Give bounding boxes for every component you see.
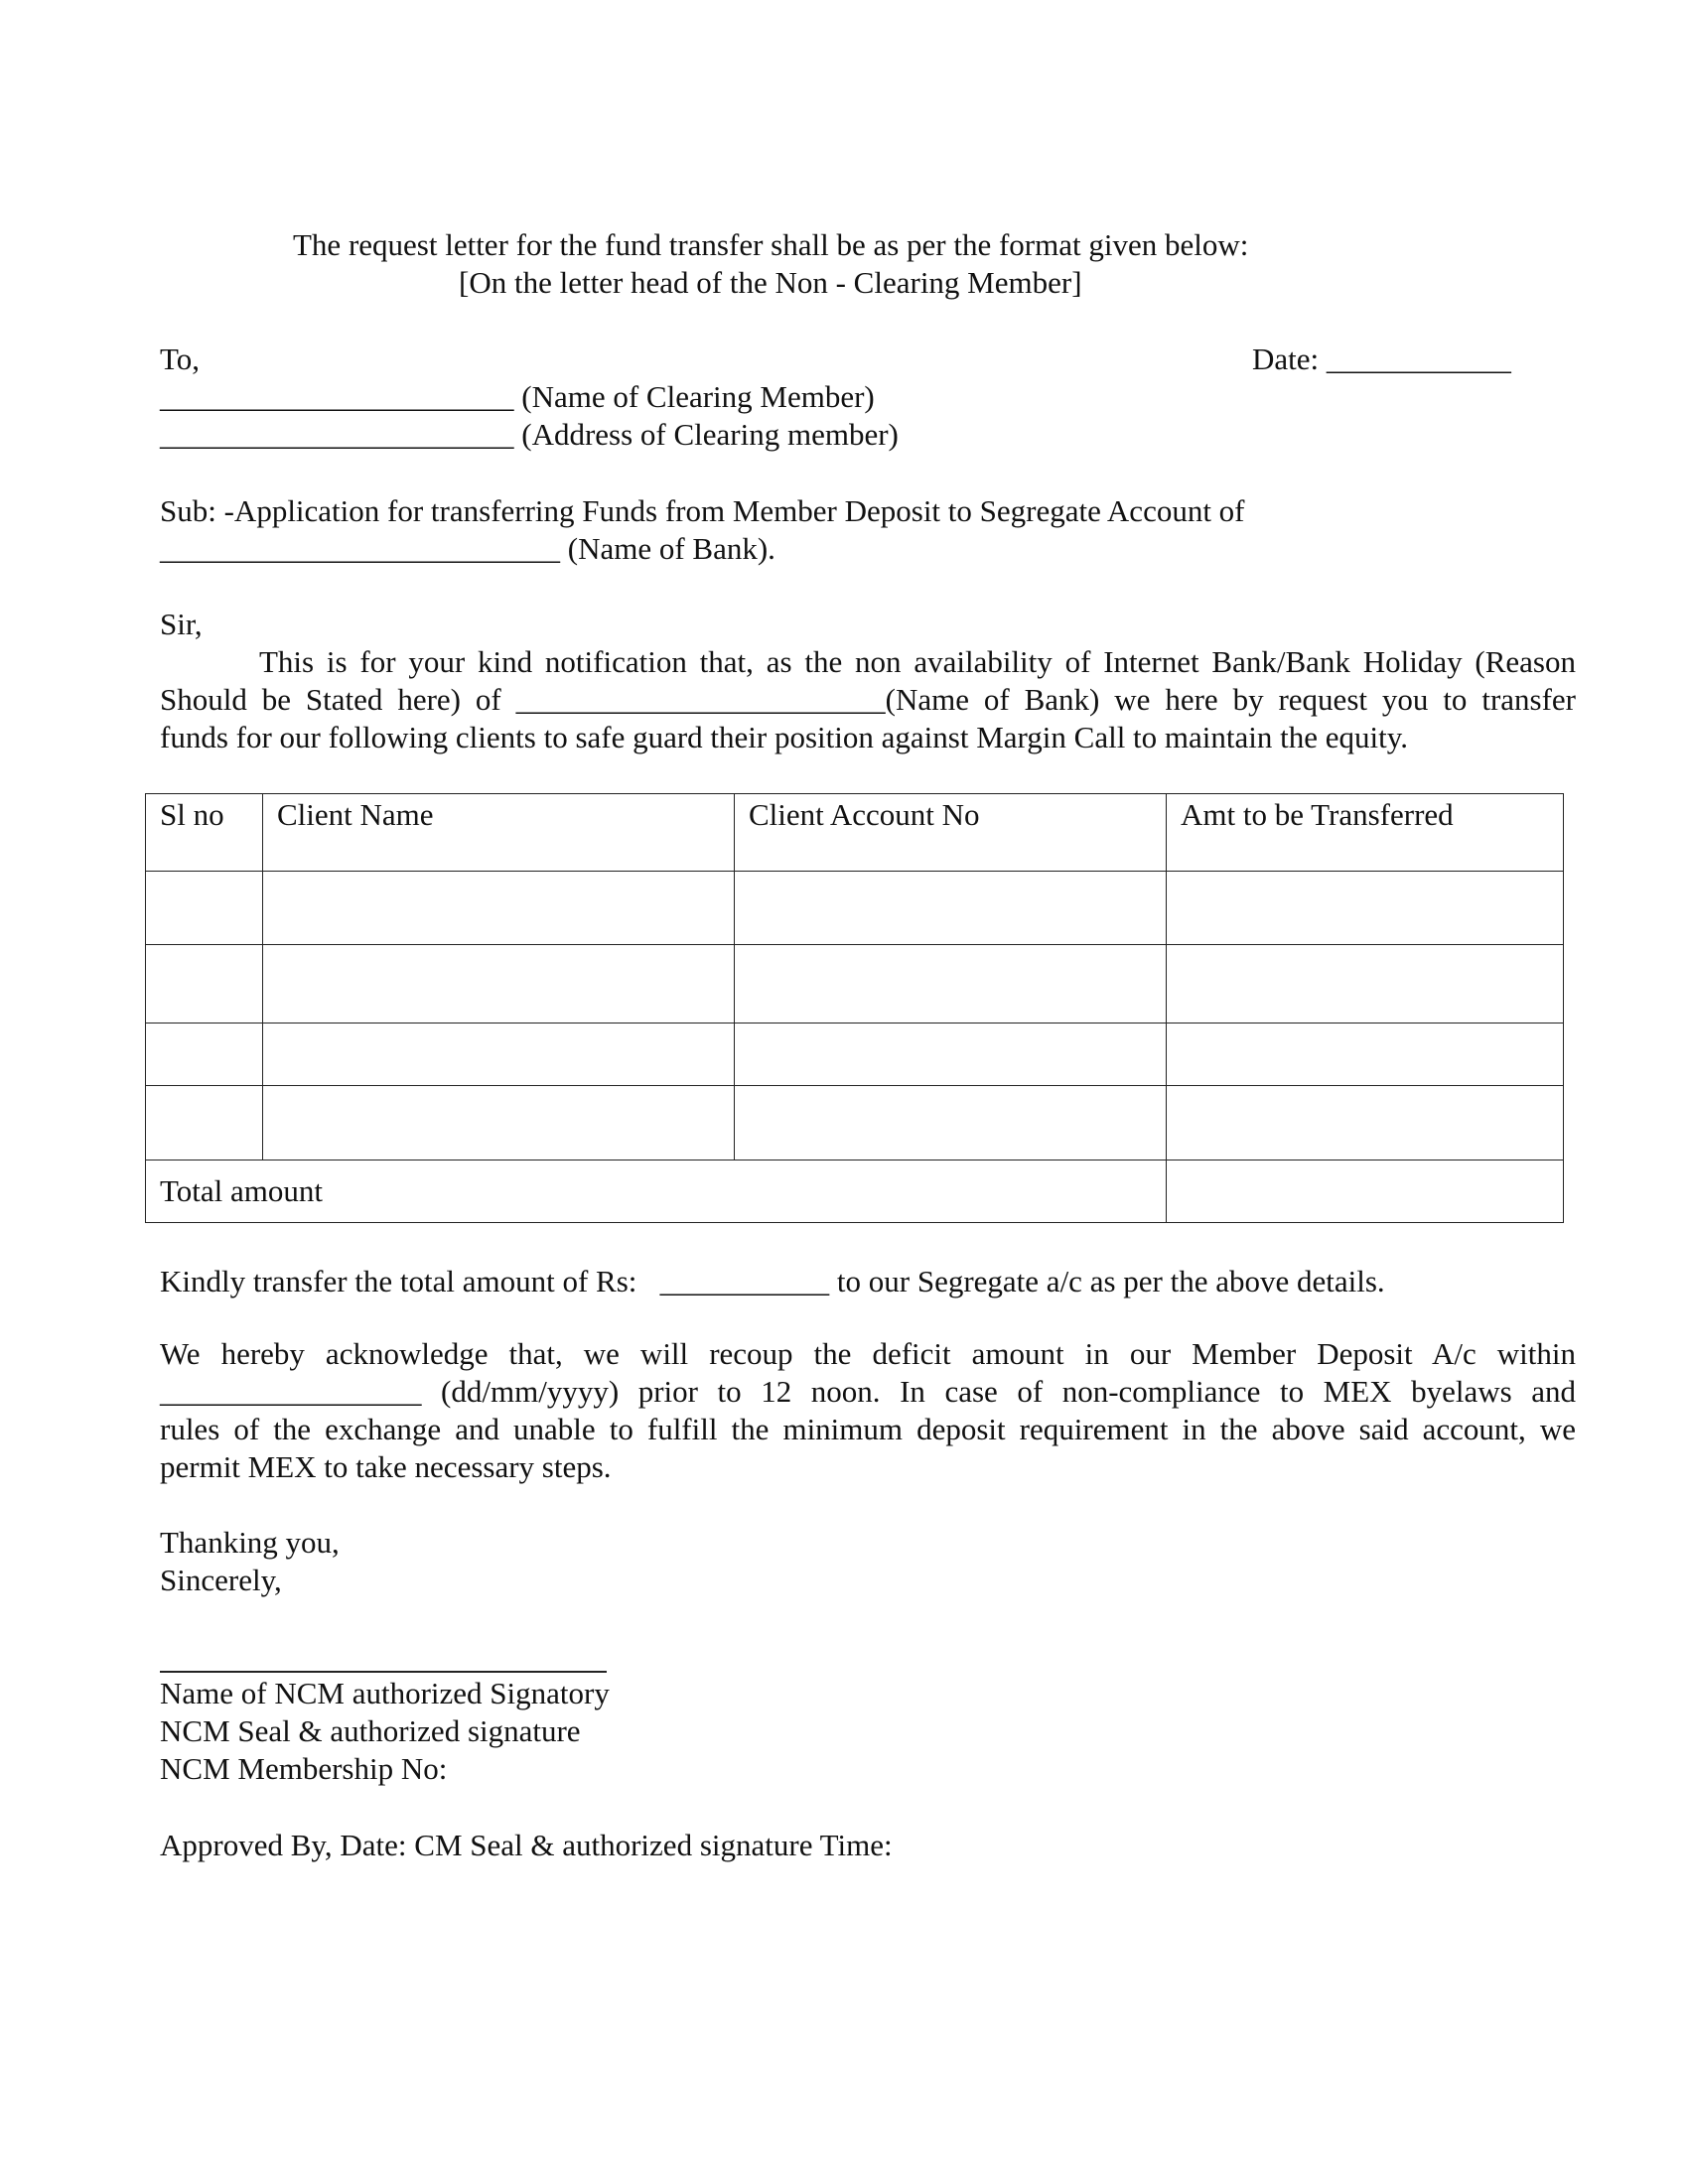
subject-line: Sub: -Application for transferring Funds from Member Deposit to Segregate Account of: [160, 493, 1245, 528]
ncm-seal-label: NCM Seal & authorized signature: [160, 1713, 581, 1748]
notification-line-1: This is for your kind notification that, as the non availability of Internet Bank/Bank Holiday (Reason: [259, 644, 1576, 679]
table-cell[interactable]: [735, 872, 1167, 945]
to-label: To,: [160, 341, 201, 376]
subject-bank-field: __________________________ (Name of Bank).: [160, 531, 775, 566]
table-cell[interactable]: [146, 1086, 263, 1160]
table-total-row: [146, 1160, 1564, 1223]
table-row: [146, 872, 1564, 945]
total-amount-label: Total amount: [146, 1160, 1167, 1223]
table-cell[interactable]: [146, 872, 263, 945]
table-row: [146, 945, 1564, 1024]
notification-line-2: Should be Stated here) of ________________________(Name of Bank) we here by request you to transfer: [160, 682, 1576, 717]
table-cell[interactable]: [735, 1086, 1167, 1160]
signature-line: [160, 1671, 607, 1673]
table-cell[interactable]: [263, 1086, 735, 1160]
thanking-text: Thanking you,: [160, 1525, 340, 1560]
header-client-account-no: Client Account No: [735, 794, 1167, 872]
total-amount-value[interactable]: [1167, 1160, 1564, 1223]
ncm-membership-label: NCM Membership No:: [160, 1751, 448, 1786]
notification-paragraph: [160, 643, 1576, 756]
approval-line: Approved By, Date: CM Seal & authorized signature Time:: [160, 1828, 893, 1862]
table-cell[interactable]: [263, 945, 735, 1024]
table-cell[interactable]: [263, 872, 735, 945]
table-cell[interactable]: [1167, 945, 1564, 1024]
salutation: Sir,: [160, 607, 203, 641]
table-cell[interactable]: [146, 945, 263, 1024]
client-transfer-table: [145, 793, 1564, 1223]
date-field: Date: ____________: [1252, 341, 1511, 376]
table-cell[interactable]: [263, 1024, 735, 1086]
acknowledgement-paragraph: [160, 1335, 1576, 1486]
header-client-name: Client Name: [263, 794, 735, 872]
acknowledgement-line-1: We hereby acknowledge that, we will recoup the deficit amount in our Member Deposit A/c within: [160, 1336, 1576, 1371]
clearing-member-name-field: _______________________ (Name of Clearing Member): [160, 379, 875, 414]
notification-line-3: funds for our following clients to safe guard their position against Margin Call to maintain the equity.: [160, 720, 1408, 754]
acknowledgement-line-3: rules of the exchange and unable to fulfill the minimum deposit requirement in the above said account, we: [160, 1412, 1576, 1446]
table-header-row: [146, 794, 1564, 872]
table-cell[interactable]: [735, 1024, 1167, 1086]
table-cell[interactable]: [735, 945, 1167, 1024]
transfer-request-text: Kindly transfer the total amount of Rs: ___________ to our Segregate a/c as per the above details.: [160, 1264, 1385, 1298]
table-cell[interactable]: [1167, 1086, 1564, 1160]
letterhead-note: [On the letter head of the Non - Clearing Member]: [459, 265, 1082, 300]
table-row: [146, 1024, 1564, 1086]
table-cell[interactable]: [1167, 872, 1564, 945]
header-sl-no: Sl no: [146, 794, 263, 872]
clearing-member-address-field: _______________________ (Address of Clearing member): [160, 417, 899, 452]
intro-text: The request letter for the fund transfer shall be as per the format given below:: [293, 227, 1249, 262]
acknowledgement-line-2: _________________ (dd/mm/yyyy) prior to 12 noon. In case of non-compliance to MEX byelaws and: [160, 1374, 1576, 1409]
table-row: [146, 1086, 1564, 1160]
signatory-name-label: Name of NCM authorized Signatory: [160, 1676, 610, 1710]
header-amount: Amt to be Transferred: [1167, 794, 1564, 872]
sincerely-text: Sincerely,: [160, 1563, 282, 1597]
table-cell[interactable]: [1167, 1024, 1564, 1086]
acknowledgement-line-4: permit MEX to take necessary steps.: [160, 1449, 612, 1484]
table-cell[interactable]: [146, 1024, 263, 1086]
